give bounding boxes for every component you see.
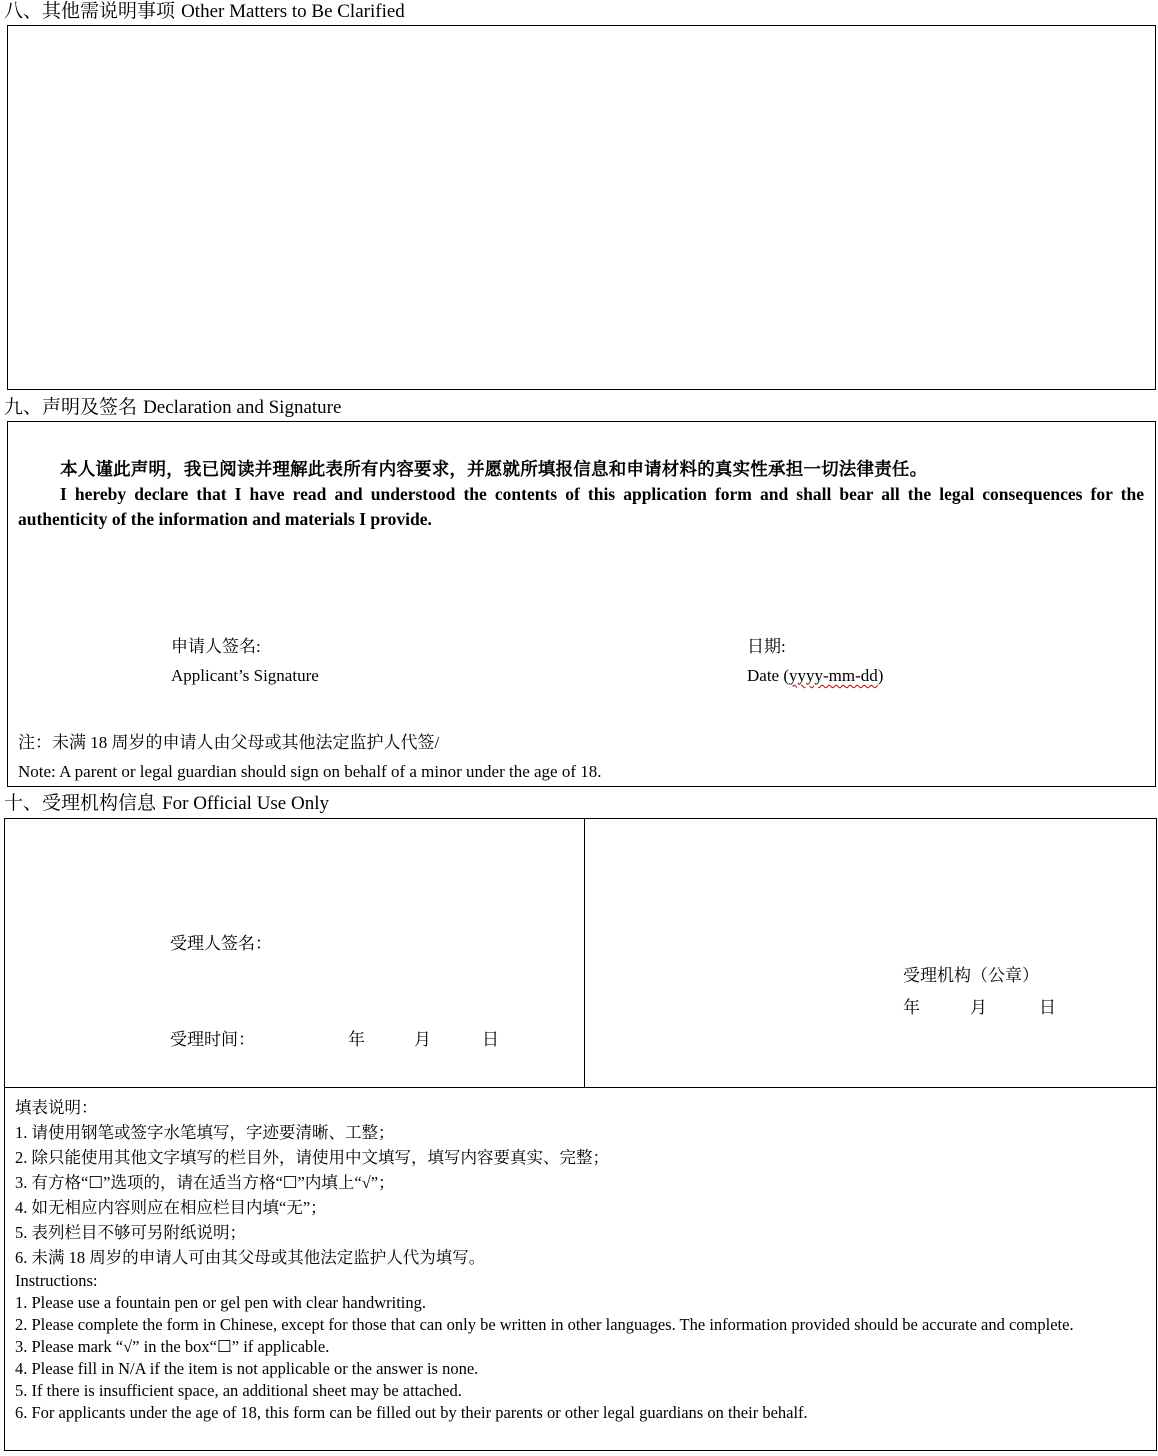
minor-note-en: Note: A parent or legal guardian should sign on behalf of a minor under the age of 18. — [18, 762, 602, 781]
section-9-heading-cn: 九、声明及签名 — [4, 396, 138, 418]
instruction-en-item: 4. Please fill in N/A if the item is not applicable or the answer is none. — [15, 1359, 479, 1378]
other-matters-field[interactable] — [7, 25, 1156, 390]
date-format-text: yyyy-mm-dd — [789, 666, 878, 685]
instruction-en-item: 2. Please complete the form in Chinese, except for those that can only be written in other languages. The information provided should be accurate and complete. — [15, 1315, 1074, 1334]
declaration-text-cn: 本人谨此声明，我已阅读并理解此表所有内容要求，并愿就所填报信息和申请材料的真实性承担一切法律责任。 — [60, 460, 928, 480]
handling-time-label: 受理时间： — [170, 1030, 255, 1049]
section-9-heading — [4, 396, 341, 419]
section-10-heading-cn: 十、受理机构信息 — [4, 792, 157, 814]
section-8-heading — [4, 0, 405, 23]
instruction-en-item: 1. Please use a fountain pen or gel pen with clear handwriting. — [15, 1293, 427, 1312]
instruction-en-item: 3. Please mark “√” in the box“☐” if applicable. — [15, 1337, 330, 1356]
handler-info-cell — [4, 818, 585, 1088]
agency-seal-label: 受理机构（公章） — [903, 966, 1039, 985]
instruction-cn-item: 1. 请使用钢笔或签字水笔填写，字迹要清晰、工整； — [15, 1123, 395, 1142]
instruction-en-item: 5. If there is insufficient space, an additional sheet may be attached. — [15, 1381, 462, 1400]
instruction-en-item: 6. For applicants under the age of 18, this form can be filled out by their parents or other legal guardians on their behalf. — [15, 1403, 808, 1422]
instructions-title-cn: 填表说明： — [15, 1098, 98, 1117]
section-9-heading-en: Declaration and Signature — [143, 397, 342, 418]
instructions-box — [4, 1087, 1157, 1451]
handler-signature-label: 受理人签名： — [170, 934, 272, 953]
instruction-cn-item: 5. 表列栏目不够可另附纸说明； — [15, 1223, 246, 1242]
minor-note-cn: 注：未满 18 周岁的申请人由父母或其他法定监护人代签/ — [18, 733, 440, 752]
applicant-signature-label-en: Applicant’s Signature — [171, 666, 319, 685]
section-10-heading — [4, 792, 329, 815]
date-label-en — [747, 666, 883, 686]
declaration-box — [7, 421, 1156, 787]
instruction-cn-item: 6. 未满 18 周岁的申请人可由其父母或其他法定监护人代为填写。 — [15, 1248, 486, 1267]
section-8-heading-en: Other Matters to Be Clarified — [181, 1, 405, 22]
date-label-en-suffix: ) — [877, 666, 884, 685]
date-label-cn: 日期: — [747, 637, 786, 656]
section-10-heading-en: For Official Use Only — [162, 793, 329, 814]
handling-year-label: 年 — [348, 1030, 365, 1049]
handling-day-label: 日 — [482, 1030, 499, 1049]
agency-seal-cell — [584, 818, 1157, 1088]
declaration-text-en: I hereby declare that I have read and understood the contents of this application form and shall bear all the legal consequences for the authenticity of the information and materials I provide. — [18, 484, 1144, 529]
instructions-title-en: Instructions: — [15, 1271, 98, 1290]
seal-year-label: 年 — [903, 998, 920, 1017]
instruction-cn-item: 4. 如无相应内容则应在相应栏目内填“无”； — [15, 1198, 327, 1217]
instruction-cn-item: 2. 除只能使用其他文字填写的栏目外，请使用中文填写，填写内容要真实、完整； — [15, 1148, 609, 1167]
instruction-cn-item: 3. 有方格“☐”选项的，请在适当方格“☐”内填上“√”； — [15, 1173, 395, 1192]
instructions-content — [15, 1096, 1145, 1424]
section-8-heading-cn: 八、其他需说明事项 — [4, 0, 176, 22]
date-label-en-prefix: Date ( — [747, 666, 790, 685]
applicant-signature-label-cn: 申请人签名: — [171, 637, 261, 656]
handling-month-label: 月 — [414, 1030, 431, 1049]
seal-month-label: 月 — [970, 998, 987, 1017]
seal-day-label: 日 — [1039, 998, 1056, 1017]
